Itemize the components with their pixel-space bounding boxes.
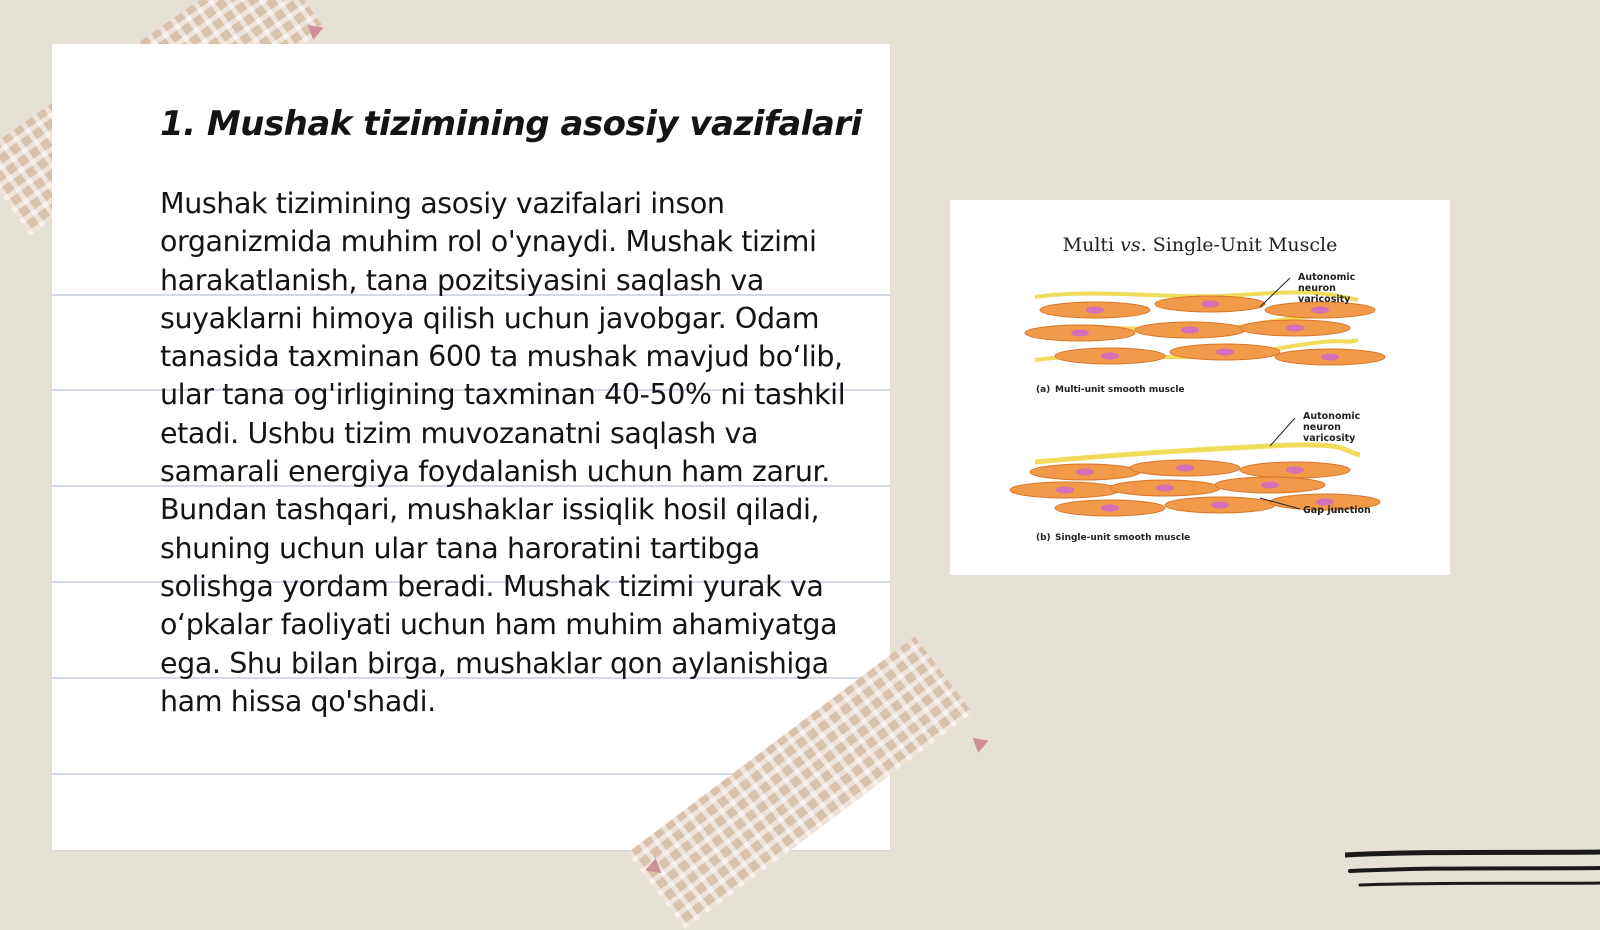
tape-pin-marker [973,733,992,753]
figure-title: Multi vs. Single-Unit Muscle [1062,234,1338,256]
panel-a-caption: Multi-unit smooth muscle [1055,385,1185,395]
panel-a-label-line1: Autonomic [1298,272,1356,283]
panel-b-caption-letter: (b) [1036,533,1051,543]
muscle-diagram-figure [950,200,1450,575]
panel-b-label-line2: neuron [1303,422,1341,433]
panel-a-label-line2: neuron [1298,283,1336,294]
gap-junction-label: Gap junction [1303,505,1371,516]
slide-body-text: Mushak tizimining asosiy vazifalari inson organizmida muhim rol o'ynaydi. Mushak tizimi harakatlanish, tana pozitsiyasini saqlash va suyaklarni himoya qilish uchun javobgar. Odam tanasida taxminan 600 ta mushak mavjud bo‘lib, ular tana og'irligining taxminan 40-50% ni tashkil etadi. Ushbu tizim muvozanatni saqlash va samarali energiya foydalanish uchun ham zarur. Bundan tashqari, mushaklar issiqlik hosil qiladi, shuning uchun ular tana haroratini tartibga solishga yordam beradi. Mushak tizimi yurak va o‘pkalar faoliyati uchun ham muhim ahamiyatga ega. Shu bilan birga, mushaklar qon aylanishiga ham hissa qo'shadi. [160,187,846,718]
decorative-brush-lines [1345,845,1600,895]
notebook-paper [52,44,890,850]
slide-title: 1. Mushak tizimining asosiy vazifalari [160,104,862,144]
panel-b-label-line3: varicosity [1303,433,1356,444]
panel-a-caption-letter: (a) [1036,385,1051,395]
panel-b-caption: Single-unit smooth muscle [1055,533,1191,543]
panel-a-label-line3: varicosity [1298,294,1351,305]
panel-b-label-line1: Autonomic [1303,411,1361,422]
muscle-diagram [950,200,1450,575]
